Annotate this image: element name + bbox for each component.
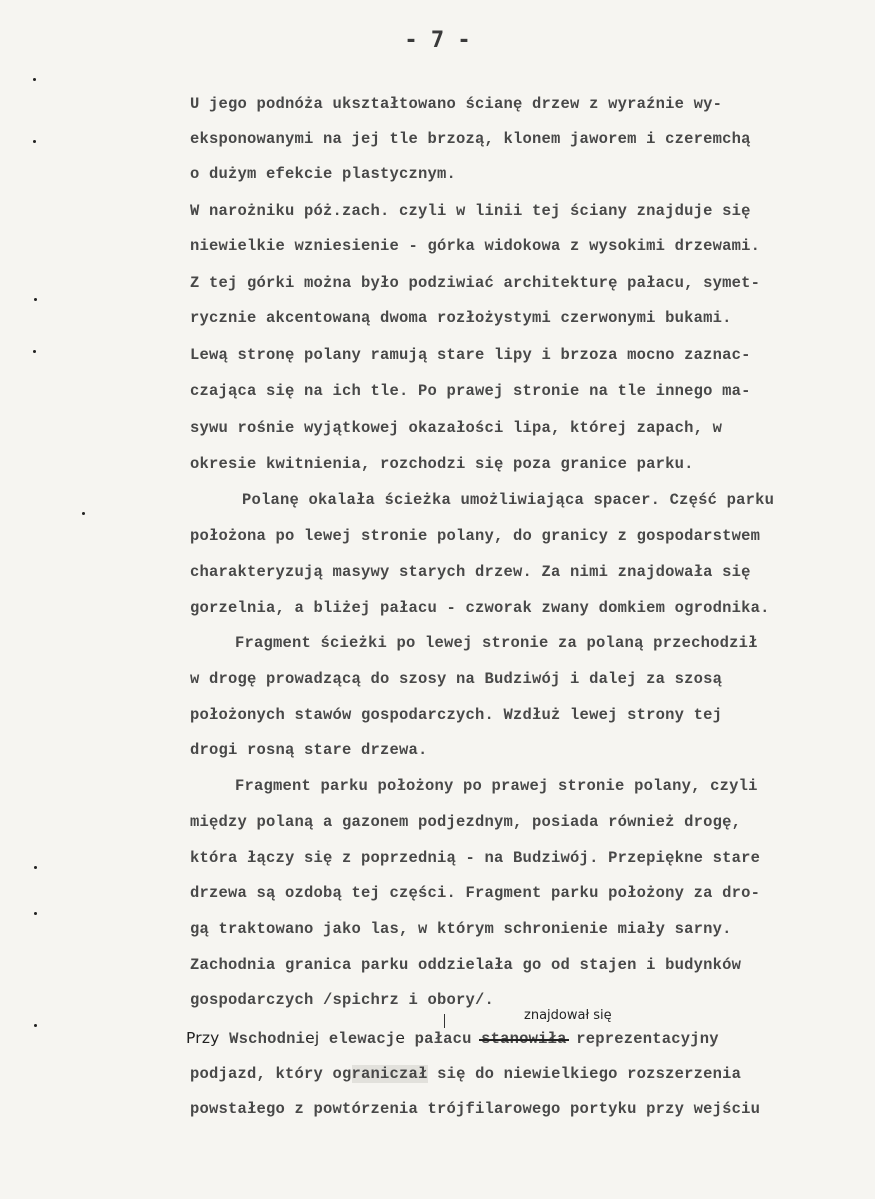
text-line: drogi rosną stare drzewa. xyxy=(190,741,428,759)
handwritten-insertion: znajdował się xyxy=(524,1008,612,1023)
typed-segment: podjazd, który og xyxy=(190,1065,352,1083)
handwritten-word: Przy xyxy=(186,1029,220,1047)
text-line: położonych stawów gospodarczych. Wzdłuż lewej strony tej xyxy=(190,706,723,724)
erased-segment: raniczał xyxy=(351,1065,428,1083)
corrected-text-line xyxy=(190,1065,741,1083)
insertion-caret xyxy=(444,1014,445,1028)
text-line: eksponowanymi na jej tle brzozą, klonem jaworem i czeremchą xyxy=(190,130,751,148)
text-line: która łączy się z poprzednią - na Budziwój. Przepiękne stare xyxy=(190,849,761,867)
text-line: okresie kwitnienia, rozchodzi się poza granice parku. xyxy=(190,455,694,473)
handwritten-correction: ej xyxy=(305,1029,320,1047)
typed-segment: reprezentacyjny xyxy=(576,1030,719,1048)
text-line: U jego podnóża ukształtowano ścianę drzew z wyraźnie wy- xyxy=(190,95,723,113)
text-line: gorzelnia, a bliżej pałacu - czworak zwany domkiem ogrodnika. xyxy=(190,599,770,617)
text-line: rycznie akcentowaną dwoma rozłożystymi czerwonymi bukami. xyxy=(190,309,732,327)
text-line: powstałego z powtórzenia trójfilarowego portyku przy wejściu xyxy=(190,1100,761,1118)
text-line: Fragment parku położony po prawej stronie polany, czyli xyxy=(235,777,758,795)
typed-segment: Wschodni xyxy=(229,1030,306,1048)
typed-segment: elewacj xyxy=(328,1030,396,1048)
text-line: czająca się na ich tle. Po prawej stronie na tle innego ma- xyxy=(190,382,751,400)
text-line: między polaną a gazonem podjezdnym, posiada również drogę, xyxy=(190,813,742,831)
text-line: W narożniku póż.zach. czyli w linii tej ściany znajduje się xyxy=(190,202,751,220)
corrected-text-line xyxy=(186,1029,719,1048)
margin-mark xyxy=(34,866,37,869)
text-line: o dużym efekcie plastycznym. xyxy=(190,165,457,183)
margin-mark xyxy=(34,1024,37,1027)
margin-mark xyxy=(34,298,37,301)
text-line: drzewa są ozdobą tej części. Fragment parku położony za dro- xyxy=(190,884,761,902)
text-line: Fragment ścieżki po lewej stronie za polaną przechodził xyxy=(235,634,758,652)
text-line: Polanę okalała ścieżka umożliwiająca spacer. Część parku xyxy=(242,491,775,509)
text-line: sywu rośnie wyjątkowej okazałości lipa, której zapach, w xyxy=(190,419,723,437)
margin-mark xyxy=(33,78,36,81)
struck-word: stanowiła xyxy=(481,1030,567,1048)
text-line: w drogę prowadzącą do szosy na Budziwój i dalej za szosą xyxy=(190,670,723,688)
margin-mark xyxy=(34,912,37,915)
text-line: położona po lewej stronie polany, do granicy z gospodarstwem xyxy=(190,527,761,545)
margin-mark xyxy=(33,350,36,353)
typed-segment: się do niewielkiego rozszerzenia xyxy=(437,1065,742,1083)
text-line: charakteryzują masywy starych drzew. Za nimi znajdowała się xyxy=(190,563,751,581)
margin-mark xyxy=(82,512,85,515)
text-line: gą traktowano jako las, w którym schronienie miały sarny. xyxy=(190,920,732,938)
text-line: Lewą stronę polany ramują stare lipy i brzoza mocno zaznac- xyxy=(190,346,751,364)
text-line: gospodarczych /spichrz i obory/. xyxy=(190,991,495,1009)
handwritten-correction: e xyxy=(395,1029,406,1047)
text-line: Z tej górki można było podziwiać architekturę pałacu, symet- xyxy=(190,274,761,292)
text-line: niewielkie wzniesienie - górka widokowa z wysokimi drzewami. xyxy=(190,237,761,255)
text-line: Zachodnia granica parku oddzielała go od stajen i budynków xyxy=(190,956,742,974)
page-number: - 7 - xyxy=(404,28,471,53)
typed-segment: pałacu xyxy=(414,1030,472,1048)
margin-mark xyxy=(33,140,36,143)
